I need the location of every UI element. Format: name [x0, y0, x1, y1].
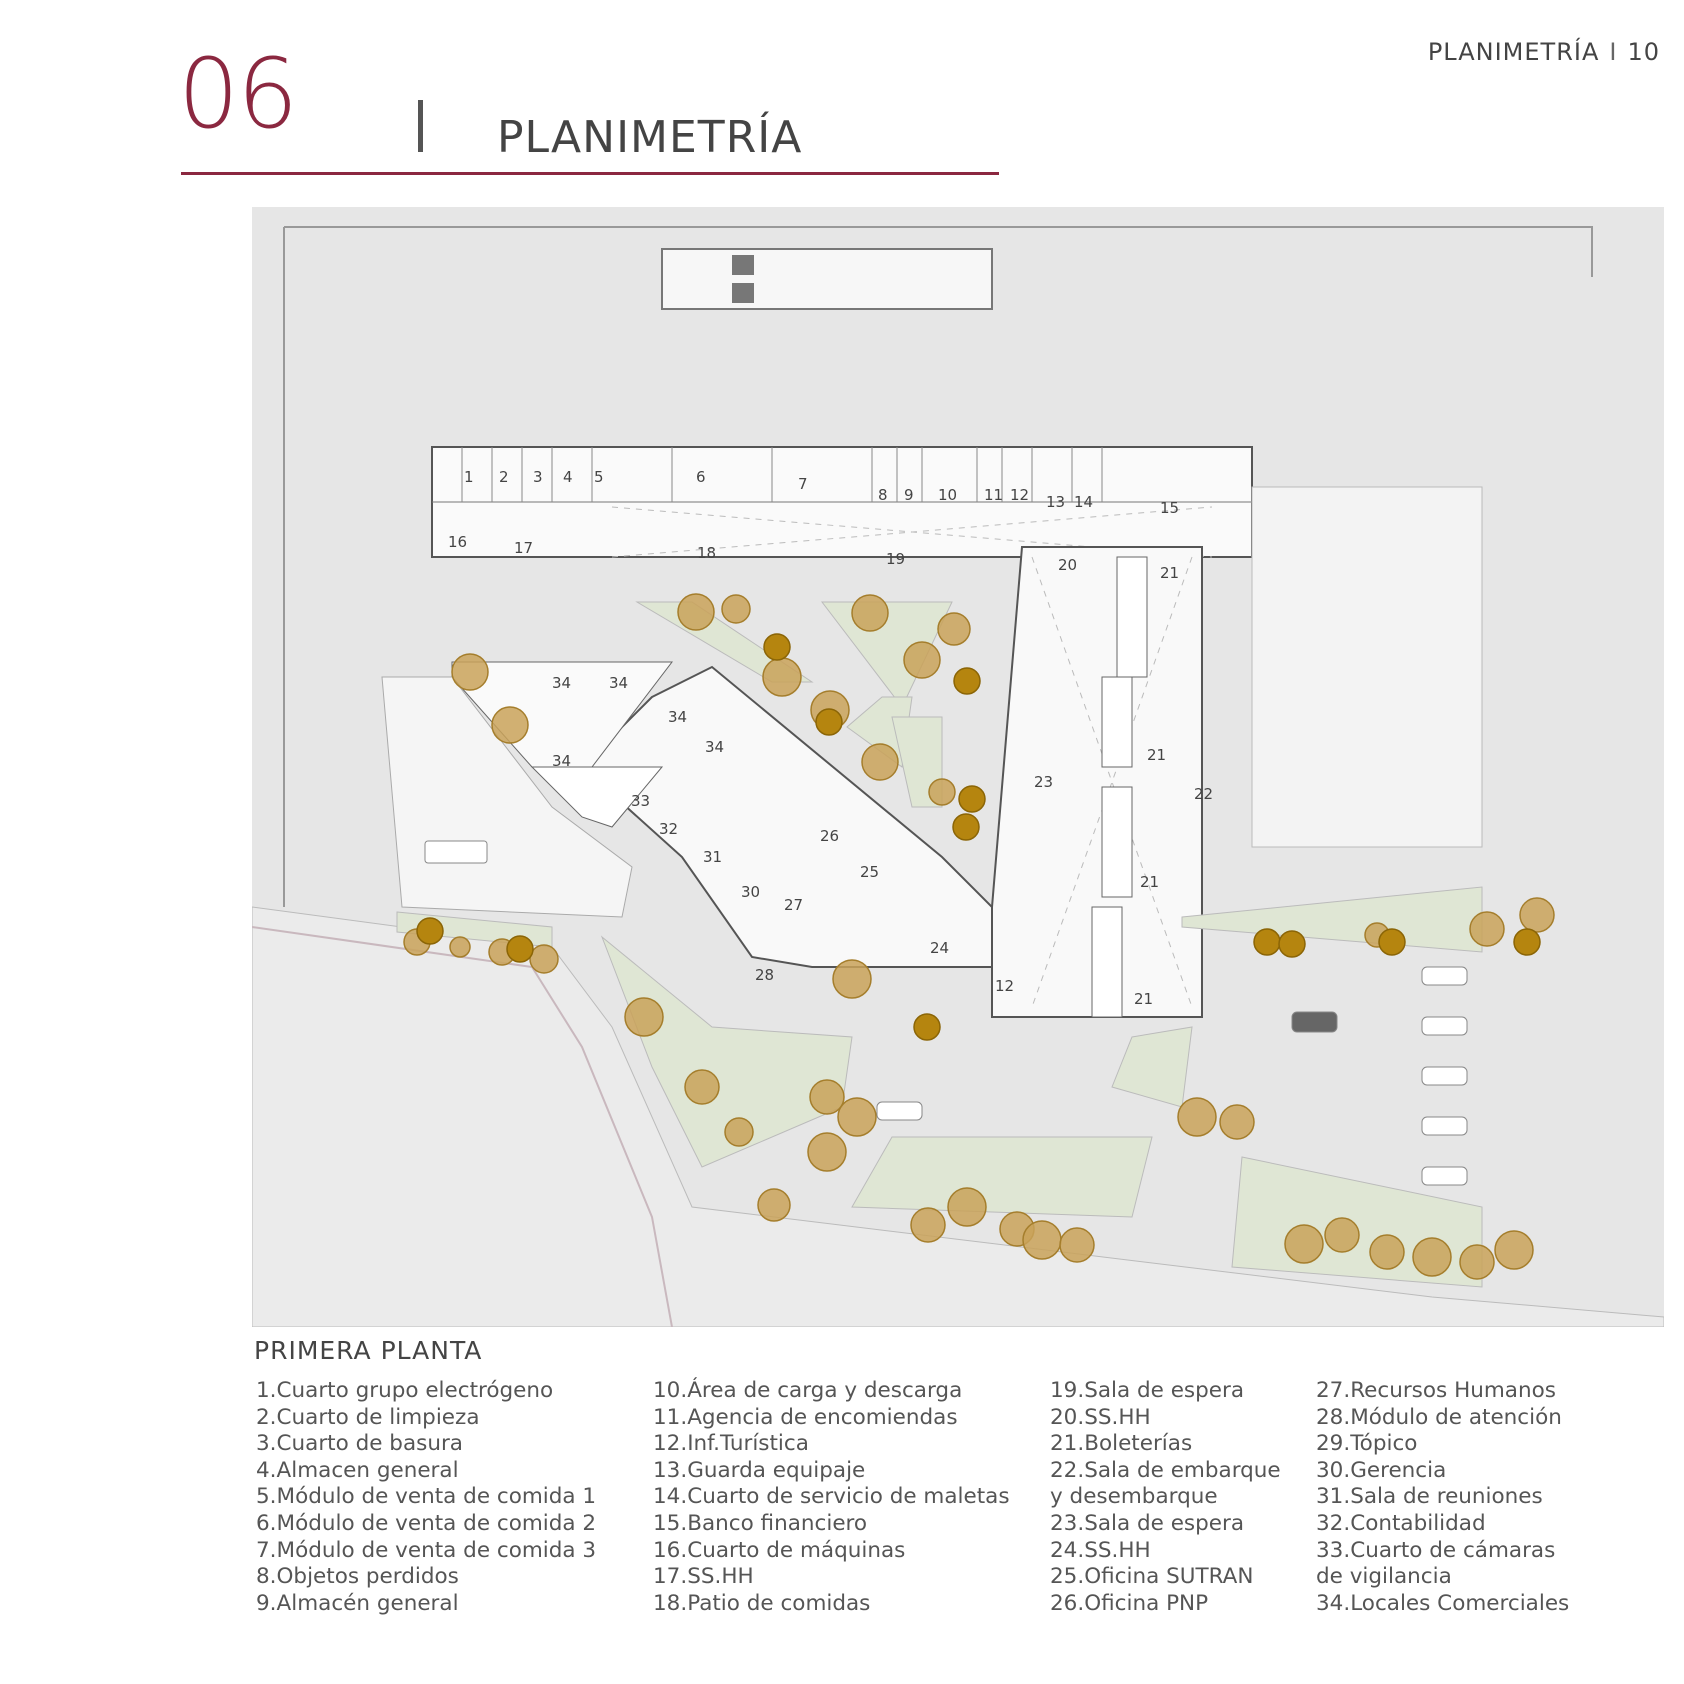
legend-item: 12.Inf.Turística: [653, 1431, 809, 1457]
header-section: PLANIMETRÍA: [1427, 38, 1600, 66]
plan-title: PRIMERA PLANTA: [254, 1336, 483, 1365]
room-label: 21: [1140, 873, 1160, 891]
room-label: 34: [609, 674, 629, 692]
legend-item: de vigilancia: [1316, 1564, 1452, 1590]
legend-item: 2.Cuarto de limpieza: [256, 1404, 480, 1430]
chapter-divider: [418, 100, 423, 152]
legend-item: 13.Guarda equipaje: [653, 1457, 866, 1483]
legend-item: 22.Sala de embarque: [1050, 1457, 1281, 1483]
legend-item: 32.Contabilidad: [1316, 1510, 1486, 1536]
room-label: 3: [533, 468, 543, 486]
room-label: 8: [878, 486, 888, 504]
room-label: 25: [860, 863, 880, 881]
room-label: 19: [886, 550, 906, 568]
room-label: 24: [930, 939, 950, 957]
room-label: 10: [938, 486, 958, 504]
legend-item: 19.Sala de espera: [1050, 1378, 1245, 1403]
room-label: 27: [784, 896, 804, 914]
chapter-number: 06: [178, 38, 297, 150]
page-header: [1428, 38, 1660, 66]
room-label: 12: [995, 977, 1015, 995]
room-label: 28: [755, 966, 775, 984]
legend-item: 7.Módulo de venta de comida 3: [256, 1537, 597, 1563]
legend-column-1: [256, 1378, 596, 1617]
legend-item: 26.Oficina PNP: [1050, 1590, 1209, 1616]
room-label: 5: [594, 468, 604, 486]
room-label: 12: [1010, 486, 1030, 504]
room-label: 1: [464, 468, 474, 486]
page-number: 10: [1627, 38, 1660, 66]
room-label: 9: [904, 486, 914, 504]
legend-item: 21.Boleterías: [1050, 1431, 1193, 1457]
room-label: 13: [1046, 493, 1066, 511]
floor-plan-drawing: [252, 207, 1664, 1327]
legend-item: 34.Locales Comerciales: [1316, 1590, 1570, 1616]
room-label: 21: [1134, 990, 1154, 1008]
room-label: 21: [1147, 746, 1167, 764]
room-label: 15: [1160, 499, 1180, 517]
room-label: 34: [552, 752, 572, 770]
legend-item: 17.SS.HH: [653, 1564, 754, 1590]
room-label: 20: [1058, 556, 1078, 574]
room-label: 7: [798, 475, 808, 493]
legend-item: 18.Patio de comidas: [653, 1590, 871, 1616]
legend-item: 9.Almacén general: [256, 1590, 459, 1616]
legend-item: 25.Oficina SUTRAN: [1050, 1564, 1254, 1590]
legend-item: 10.Área de carga y descarga: [653, 1378, 963, 1403]
room-label: 34: [552, 674, 572, 692]
room-label: 4: [563, 468, 573, 486]
legend-column-3: [1050, 1378, 1281, 1617]
room-label: 33: [631, 792, 651, 810]
room-label: 18: [697, 544, 717, 562]
room-label: 31: [703, 848, 723, 866]
room-label: 30: [741, 883, 761, 901]
room-label: 26: [820, 827, 840, 845]
legend-item: 4.Almacen general: [256, 1457, 459, 1483]
chapter-title: PLANIMETRÍA: [497, 112, 803, 163]
legend-item: y desembarque: [1050, 1484, 1218, 1510]
legend-column-2: [653, 1378, 1010, 1617]
room-label: 2: [499, 468, 509, 486]
room-label: 34: [668, 708, 688, 726]
legend-item: 11.Agencia de encomiendas: [653, 1404, 958, 1430]
room-label: 34: [705, 738, 725, 756]
room-label: 23: [1034, 773, 1054, 791]
room-label: 6: [696, 468, 706, 486]
header-separator: I: [1609, 38, 1618, 66]
legend-item: 14.Cuarto de servicio de maletas: [653, 1484, 1010, 1510]
legend-item: 29.Tópico: [1316, 1431, 1418, 1457]
legend-item: 30.Gerencia: [1316, 1457, 1447, 1483]
legend-item: 27.Recursos Humanos: [1316, 1378, 1556, 1403]
legend-item: 31.Sala de reuniones: [1316, 1484, 1543, 1510]
floor-plan: [252, 207, 1664, 1327]
chapter-underline: [181, 172, 999, 175]
room-label: 17: [514, 539, 534, 557]
room-label: 22: [1194, 785, 1214, 803]
legend-item: 15.Banco financiero: [653, 1510, 868, 1536]
legend-item: 16.Cuarto de máquinas: [653, 1537, 906, 1563]
legend-item: 6.Módulo de venta de comida 2: [256, 1510, 597, 1536]
legend-item: 23.Sala de espera: [1050, 1510, 1245, 1536]
legend-item: 24.SS.HH: [1050, 1537, 1151, 1563]
legend-item: 1.Cuarto grupo electrógeno: [256, 1378, 554, 1403]
legend-item: 20.SS.HH: [1050, 1404, 1151, 1430]
room-label: 21: [1160, 564, 1180, 582]
legend-item: 5.Módulo de venta de comida 1: [256, 1484, 597, 1510]
legend-column-4: [1316, 1378, 1569, 1617]
room-label: 32: [659, 820, 679, 838]
legend-item: 28.Módulo de atención: [1316, 1404, 1562, 1430]
legend-item: 3.Cuarto de basura: [256, 1431, 463, 1457]
legend-item: 33.Cuarto de cámaras: [1316, 1537, 1556, 1563]
room-label: 11: [984, 486, 1004, 504]
room-label: 14: [1074, 493, 1094, 511]
legend-item: 8.Objetos perdidos: [256, 1564, 459, 1590]
room-label: 16: [448, 533, 468, 551]
